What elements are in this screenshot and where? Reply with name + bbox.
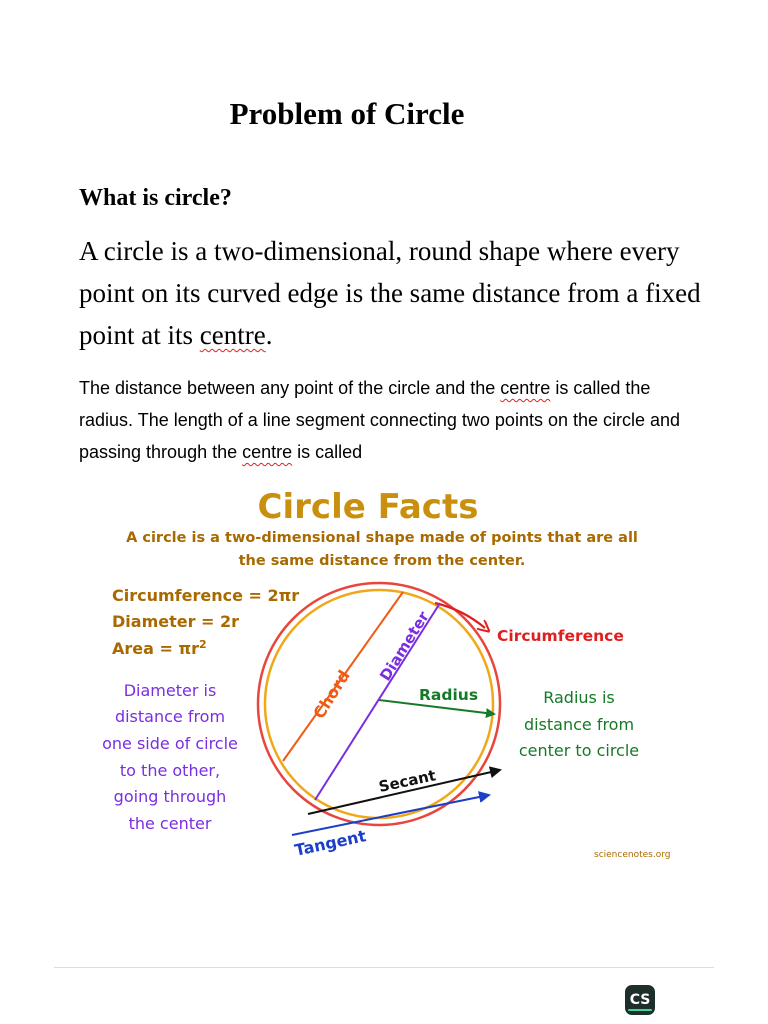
diameter-note — [102, 681, 238, 833]
circumference-label: Circumference — [497, 627, 624, 645]
radius-note — [519, 688, 639, 760]
body-text-part: The distance between any point of the circle and the — [79, 378, 501, 398]
formula-diameter: Diameter = 2r — [112, 612, 240, 631]
document-title: Problem of Circle — [229, 96, 465, 131]
formula-area-base: Area = πr — [112, 639, 200, 658]
infographic-heading: Circle Facts — [257, 487, 479, 527]
chord-label: Chord — [309, 666, 354, 723]
spellcheck-flagged-word: centre — [199, 320, 266, 350]
diameter-note-line: going through — [113, 787, 227, 806]
spellcheck-flagged-word: centre — [500, 378, 551, 398]
radius-note-line: center to circle — [518, 741, 640, 760]
diameter-note-line: to the other, — [119, 761, 221, 780]
credit-text: sciencenotes.org — [594, 850, 671, 860]
diameter-note-line: distance from — [114, 707, 226, 726]
formula-area-exponent: 2 — [199, 638, 207, 651]
radius-note-line: Radius is — [543, 688, 615, 707]
lead-text: A circle is a two-dimensional, round shape where every point on its curved edge is the same distance from a fixed point at its — [79, 236, 701, 350]
camscanner-logo-icon: CS — [625, 985, 655, 1015]
secant-label: Secant — [377, 766, 438, 796]
diameter-label: Diameter — [376, 608, 433, 685]
infographic-subtitle-line1: A circle is a two-dimensional shape made of points that are all — [126, 530, 638, 546]
tangent-line — [292, 795, 489, 835]
tangent-label: Tangent — [292, 826, 368, 860]
formula-circumference: Circumference = 2πr — [112, 586, 300, 605]
body-text-part: is called the radius. The length of a line segment connecting two points on the circle and passing through the — [79, 378, 681, 462]
body-paragraph — [79, 372, 699, 468]
diameter-note-line: Diameter is — [123, 681, 217, 700]
circle-facts-infographic — [70, 478, 710, 878]
section-heading: What is circle? — [79, 185, 232, 211]
radius-label: Radius — [419, 686, 479, 704]
infographic-subtitle-line2: the same distance from the center. — [238, 553, 526, 569]
lead-paragraph — [79, 230, 719, 356]
formula-area — [112, 638, 207, 658]
diameter-note-line: one side of circle — [102, 734, 238, 753]
radius-note-line: distance from — [523, 715, 635, 734]
lead-end: . — [265, 320, 273, 350]
footer-divider — [54, 967, 714, 968]
diameter-note-line: the center — [128, 814, 212, 833]
spellcheck-flagged-word: centre — [242, 442, 293, 462]
body-text-part: is called — [292, 442, 363, 462]
